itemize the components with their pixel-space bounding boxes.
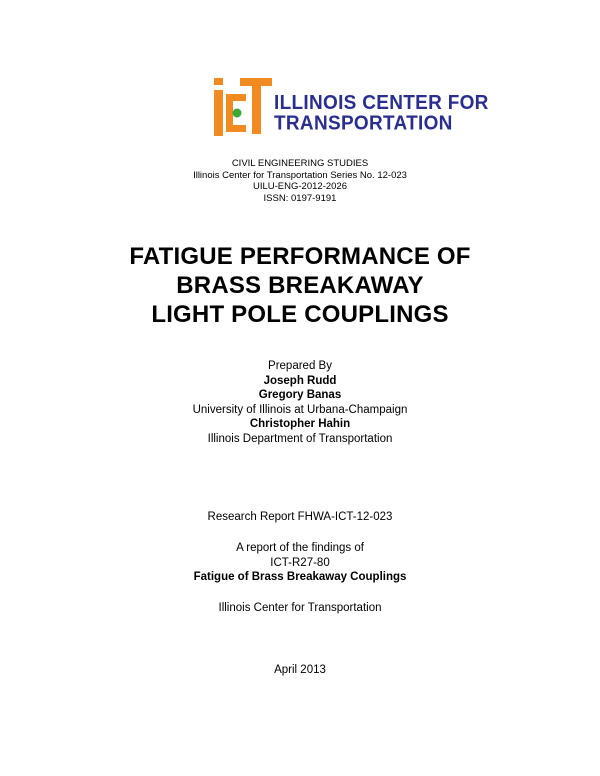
series-issn: ISSN: 0197-9191 [263,192,337,204]
series-number: Illinois Center for Transportation Series No. 12-023 [193,169,407,181]
logo-line-1: ILLINOIS CENTER FOR [274,91,489,115]
affiliation-1: University of Illinois at Urbana-Champaign [192,403,408,416]
ict-logo-mark [212,78,274,140]
affiliation-2: Illinois Department of Transportation [207,432,393,445]
project-title: Fatigue of Brass Breakaway Couplings [193,571,407,583]
report-number-block [0,510,600,525]
findings-block [0,541,600,585]
publisher: Illinois Center for Transportation [218,602,382,614]
series-info [0,158,600,204]
series-uilu: UILU-ENG-2012-2026 [253,181,347,192]
project-code: ICT-R27-80 [270,556,330,569]
title-line-2: BRASS BREAKAWAY [176,272,424,299]
author-1: Joseph Rudd [263,374,337,387]
title-line-3: LIGHT POLE COUPLINGS [151,301,449,328]
author-2: Gregory Banas [258,389,342,401]
date-block [0,663,600,678]
ict-logo-wordmark [274,93,489,134]
publisher-block [0,601,600,616]
report-number: Research Report FHWA-ICT-12-023 [207,511,393,523]
logo-line-2: TRANSPORTATION [274,112,453,136]
prepared-by-label: Prepared By [268,360,332,372]
title-line-1: FATIGUE PERFORMANCE OF [129,243,471,270]
series-dept: CIVIL ENGINEERING STUDIES [231,158,369,169]
findings-intro: A report of the findings of [236,542,364,554]
ict-logo [212,78,489,142]
author-3: Christopher Hahin [249,418,351,430]
authors-block [0,359,600,446]
report-title [0,242,600,329]
report-date: April 2013 [274,664,326,676]
